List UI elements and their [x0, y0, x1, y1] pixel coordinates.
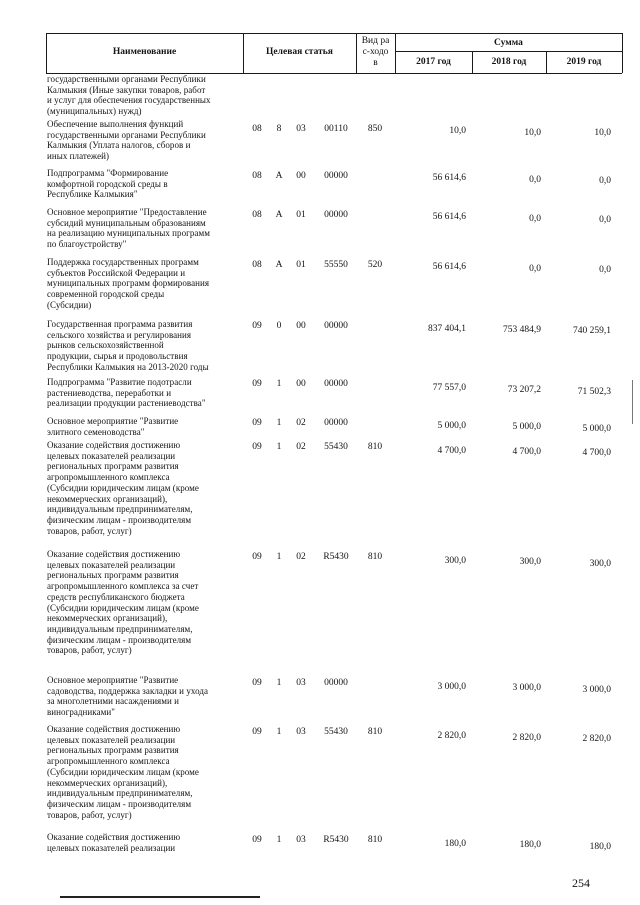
row-code-4: 55430: [324, 727, 348, 737]
row-code-2: А: [275, 260, 283, 270]
row-name: Государственная программа развития сельского хозяйства и регулирования рынков сельскохозяйственной продукции, сырья и продовольствия Республики Калмыкия на 2013-2020 годы: [47, 319, 209, 372]
row-expense-kind: 810: [367, 552, 383, 562]
row-code-2: 1: [276, 678, 282, 688]
header-year-2017: 2017 год: [416, 57, 451, 67]
page-number: 254: [572, 876, 590, 890]
row-value-2017: 56 614,6: [432, 262, 466, 272]
row-code-1: 08: [252, 171, 262, 181]
row-code-3: 03: [296, 124, 306, 134]
row-value-2019: 0,0: [599, 215, 611, 225]
row-code-1: 09: [252, 379, 262, 389]
row-code-1: 09: [252, 678, 262, 688]
row-code-4: R5430: [323, 835, 349, 845]
row-expense-kind: 810: [367, 835, 383, 845]
row-code-4: 55430: [324, 442, 348, 452]
row-code-4: 55550: [324, 260, 348, 270]
header-year-2019: 2019 год: [566, 57, 602, 67]
row-code-3: 02: [296, 418, 306, 428]
row-name: государственными органами Республики Калмыкия (Иные закупки товаров, работ и услуг для обеспечения государственных (муниципальных) нужд): [47, 74, 211, 117]
row-value-2019: 0,0: [599, 265, 611, 275]
row-value-2017: 180,0: [444, 839, 466, 849]
scan-edge-line: [60, 896, 260, 898]
row-value-2018: 753 484,9: [503, 325, 541, 335]
header-sum: Сумма: [494, 38, 523, 48]
row-name: Оказание содействия достижению целевых показателей реализации: [47, 832, 181, 853]
row-value-2018: 0,0: [529, 175, 541, 185]
row-code-1: 08: [252, 124, 262, 134]
row-name: Основное мероприятие "Предоставление субсидий муниципальным образованиям на реализацию муниципальных программ по благоустройству": [47, 207, 210, 250]
row-code-3: 03: [296, 727, 306, 737]
row-expense-kind: 810: [367, 442, 383, 452]
header-target-article: Целевая статья: [266, 47, 333, 57]
row-code-3: 00: [296, 321, 306, 331]
row-code-2: 1: [276, 552, 282, 562]
row-code-3: 03: [296, 678, 306, 688]
row-value-2019: 0,0: [599, 176, 611, 186]
header-name: Наименование: [112, 47, 177, 57]
row-value-2019: 740 259,1: [573, 326, 611, 336]
row-expense-kind: 850: [367, 124, 383, 134]
row-code-2: А: [275, 210, 283, 220]
row-code-1: 09: [252, 321, 262, 331]
row-name: Обеспечение выполнения функций государственными органами Республики Калмыкия (Уплата налогов, сборов и иных платежей): [47, 119, 206, 162]
row-code-4: 00000: [324, 321, 348, 331]
row-expense-kind: 810: [367, 727, 383, 737]
row-value-2017: 300,0: [444, 556, 466, 566]
row-code-3: 00: [296, 171, 306, 181]
row-code-4: 00000: [324, 171, 348, 181]
header-expense-kind-text: Вид рас-ходов: [361, 36, 390, 68]
row-code-2: 8: [276, 124, 282, 134]
row-value-2019: 2 820,0: [582, 734, 611, 744]
row-value-2017: 56 614,6: [432, 212, 466, 222]
row-value-2018: 3 000,0: [512, 683, 541, 693]
header-sum-divider: [395, 51, 622, 52]
header-top-border: [46, 33, 622, 34]
row-value-2017: 837 404,1: [428, 324, 466, 334]
row-value-2019: 5 000,0: [582, 424, 611, 434]
row-value-2019: 71 502,3: [577, 387, 611, 397]
row-code-1: 08: [252, 260, 262, 270]
row-code-4: 00000: [324, 379, 348, 389]
row-code-1: 09: [252, 727, 262, 737]
row-code-2: 1: [276, 727, 282, 737]
row-code-2: 1: [276, 379, 282, 389]
row-value-2018: 4 700,0: [512, 447, 541, 457]
header-year-2018: 2018 год: [491, 57, 527, 67]
row-value-2018: 180,0: [519, 840, 541, 850]
row-value-2018: 5 000,0: [512, 422, 541, 432]
row-code-3: 03: [296, 835, 306, 845]
header-expense-kind: [356, 36, 395, 69]
row-value-2018: 73 207,2: [507, 385, 541, 395]
row-code-3: 02: [296, 552, 306, 562]
row-value-2017: 77 557,0: [432, 383, 466, 393]
row-name: Оказание содействия достижению целевых показателей реализации региональных программ развития агропромышленного комплекса (Субсидии юридическим лицам (кроме некоммерческих организаций), индивидуальным предпринимателям, физическим лицам - производителям товаров, работ, услуг): [47, 440, 199, 536]
row-code-4: R5430: [323, 552, 349, 562]
row-code-1: 08: [252, 210, 262, 220]
row-code-3: 01: [296, 260, 306, 270]
row-code-4: 00000: [324, 678, 348, 688]
row-code-1: 09: [252, 442, 262, 452]
row-value-2017: 3 000,0: [437, 682, 466, 692]
row-name: Подпрограмма "Формирование комфортной городской среды в Республике Калмыкия": [47, 168, 169, 200]
row-value-2017: 5 000,0: [437, 421, 466, 431]
header-right-border: [622, 33, 623, 73]
row-value-2019: 3 000,0: [582, 685, 611, 695]
row-value-2017: 2 820,0: [437, 731, 466, 741]
row-value-2018: 10,0: [524, 128, 541, 138]
row-value-2018: 0,0: [529, 264, 541, 274]
row-name: Оказание содействия достижению целевых показателей реализации региональных программ развития агропромышленного комплекса за счет средств республиканского бюджета (Субсидии юридическим лицам (кроме некоммерческих организаций), индивидуальным предпринимателям, физическим лицам - производителям товаров, работ, услуг): [47, 549, 199, 656]
row-value-2018: 0,0: [529, 214, 541, 224]
row-value-2017: 10,0: [449, 126, 466, 136]
row-value-2018: 2 820,0: [512, 733, 541, 743]
row-code-2: 1: [276, 442, 282, 452]
row-expense-kind: 520: [367, 260, 383, 270]
row-code-3: 01: [296, 210, 306, 220]
row-code-1: 09: [252, 835, 262, 845]
row-value-2019: 180,0: [589, 842, 611, 852]
row-value-2019: 4 700,0: [582, 448, 611, 458]
row-code-2: 1: [276, 418, 282, 428]
row-value-2019: 300,0: [589, 559, 611, 569]
row-value-2017: 4 700,0: [437, 446, 466, 456]
scan-edge-line: [632, 380, 633, 424]
row-code-3: 00: [296, 379, 306, 389]
row-name: Подпрограмма "Развитие подотрасли растениеводства, переработки и реализации продукции растениеводства": [47, 377, 206, 409]
row-value-2018: 300,0: [519, 557, 541, 567]
row-code-4: 00110: [324, 124, 348, 134]
row-code-2: А: [275, 171, 283, 181]
row-name: Оказание содействия достижению целевых показателей реализации региональных программ развития агропромышленного комплекса (Субсидии юридическим лицам (кроме некоммерческих организаций), индивидуальным предпринимателям, физическим лицам - производителям товаров, работ, услуг): [47, 724, 199, 820]
row-value-2019: 10,0: [594, 128, 611, 138]
row-code-4: 00000: [324, 210, 348, 220]
row-code-3: 02: [296, 442, 306, 452]
row-code-2: 1: [276, 835, 282, 845]
row-code-1: 09: [252, 418, 262, 428]
row-code-2: 0: [276, 321, 282, 331]
row-code-4: 00000: [324, 418, 348, 428]
row-value-2017: 56 614,6: [432, 173, 466, 183]
row-name: Основное мероприятие "Развитие садоводства, поддержка закладки и ухода за многолетними насаждениями и виноградниками": [47, 675, 209, 718]
row-name: Основное мероприятие "Развитие элитного семеноводства": [47, 416, 179, 437]
row-code-1: 09: [252, 552, 262, 562]
row-name: Поддержка государственных программ субъектов Российской Федерации и муниципальных программ формирования современной городской среды (Субсидии): [47, 257, 210, 310]
